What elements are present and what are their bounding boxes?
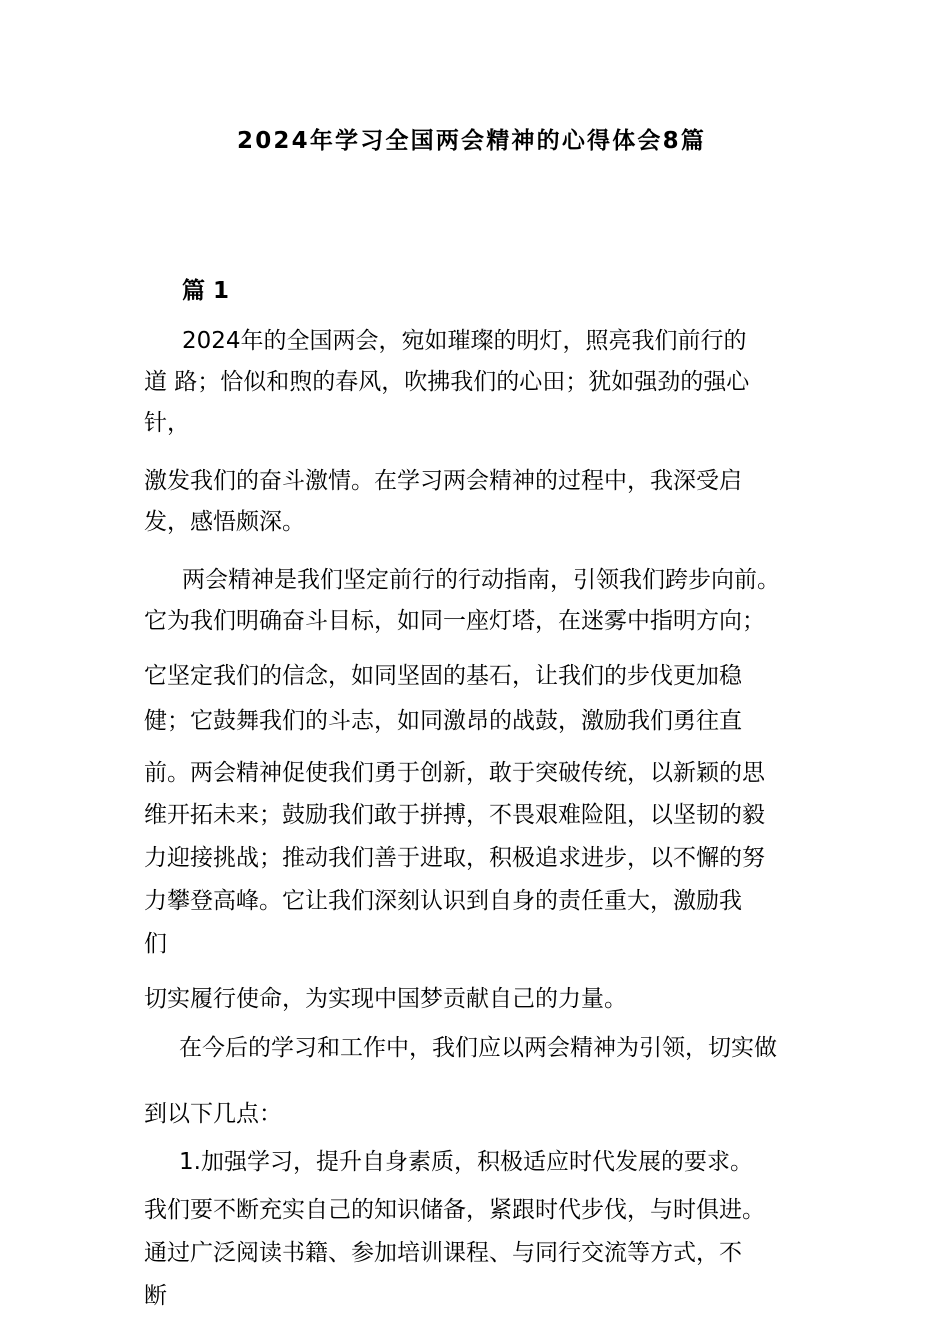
text-line: 激发我们的奋斗激情。在学习两会精神的过程中，我深受启 <box>144 468 742 494</box>
text-line: 维开拓未来；鼓励我们敢于拼搏，不畏艰难险阻，以坚韧的毅 <box>144 802 765 828</box>
text-line: 1.加强学习，提升自身素质，积极适应时代发展的要求。 <box>179 1149 753 1175</box>
text-line: 力攀登高峰。它让我们深刻认识到自身的责任重大，激励我 <box>144 888 742 914</box>
text-line: 它为我们明确奋斗目标，如同一座灯塔，在迷雾中指明方向； <box>144 608 765 634</box>
text-line: 针， <box>144 410 190 436</box>
text-line: 发，感悟颇深。 <box>144 509 305 535</box>
text-line: 通过广泛阅读书籍、参加培训课程、与同行交流等方式，不 <box>144 1240 742 1266</box>
text-line: 们 <box>144 931 167 957</box>
section-heading: 篇 1 <box>182 278 230 304</box>
text-line: 前。两会精神促使我们勇于创新，敢于突破传统，以新颖的思 <box>144 760 765 786</box>
text-line: 在今后的学习和工作中，我们应以两会精神为引领，切实做 <box>179 1035 777 1061</box>
text-line: 到以下几点： <box>144 1101 282 1127</box>
text-line: 我们要不断充实自己的知识储备，紧跟时代步伐，与时俱进。 <box>144 1197 765 1223</box>
text-line: 它坚定我们的信念，如同坚固的基石，让我们的步伐更加稳 <box>144 663 742 689</box>
document-title: 2024年学习全国两会精神的心得体会8篇 <box>237 128 707 154</box>
text-line: 健；它鼓舞我们的斗志，如同激昂的战鼓，激励我们勇往直 <box>144 708 742 734</box>
text-line: 两会精神是我们坚定前行的行动指南，引领我们跨步向前。 <box>182 567 780 593</box>
text-line: 切实履行使命，为实现中国梦贡献自己的力量。 <box>144 986 627 1012</box>
text-line: 力迎接挑战；推动我们善于进取，积极追求进步，以不懈的努 <box>144 845 765 871</box>
text-line: 道 路；恰似和煦的春风，吹拂我们的心田；犹如强劲的强心 <box>144 369 750 395</box>
text-line: 断 <box>144 1283 167 1309</box>
text-line: 2024年的全国两会，宛如璀璨的明灯，照亮我们前行的 <box>182 328 747 354</box>
